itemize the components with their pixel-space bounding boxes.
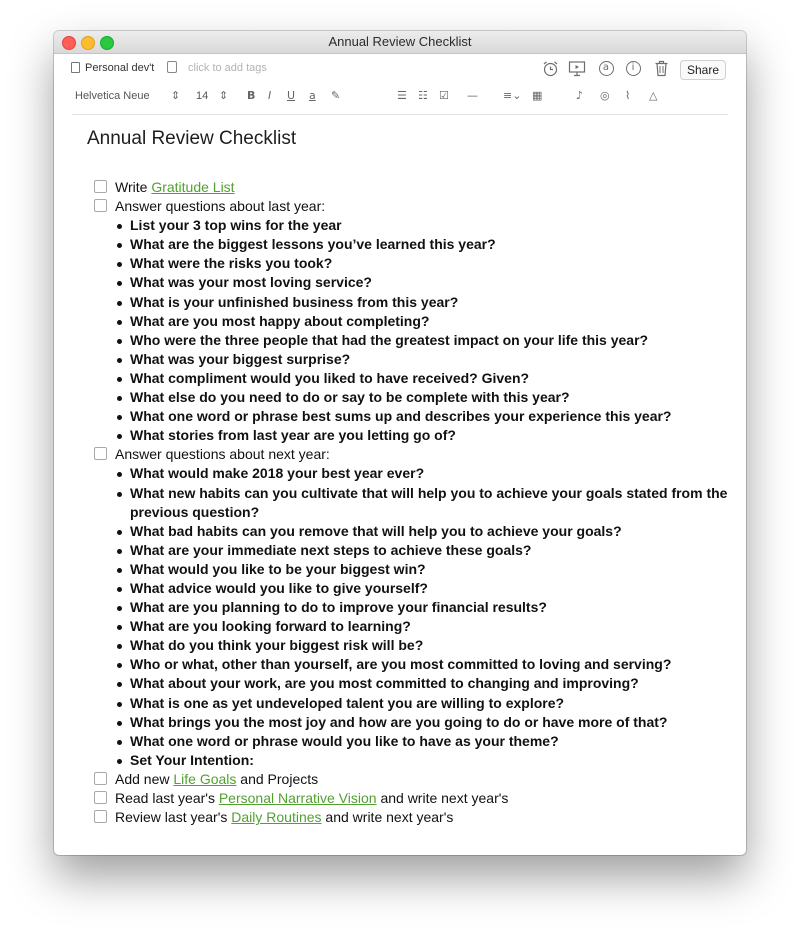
question-bullet: What are the biggest lessons you’ve learned this year? [92,235,736,254]
question-bullet: What were the risks you took? [92,254,736,273]
question-bullet: What was your most loving service? [92,273,736,292]
question-bullet: What do you think your biggest risk will be? [92,636,736,655]
question-bullet: What brings you the most joy and how are you going to do or have more of that? [92,713,736,732]
question-bullet: What one word or phrase would you like to have as your theme? [92,732,736,751]
formatting-toolbar [54,84,746,112]
share-button[interactable]: Share [680,60,726,80]
item-text: Add new [115,770,174,787]
notebook-icon [71,62,80,73]
question-bullet: What would make 2018 your best year ever? [92,464,736,483]
question-bullet: Set Your Intention: [92,751,736,770]
note-meta-bar [54,54,746,84]
italic-button[interactable]: I [268,89,272,102]
next-year-questions [92,464,736,770]
font-family-select[interactable]: Helvetica Neue [75,90,150,102]
present-button[interactable] [567,58,587,78]
checklist-item-next-year [92,445,736,464]
record-audio-button[interactable]: ♪ [576,89,584,102]
checkbox[interactable] [94,447,107,460]
numbered-list-button[interactable]: ☷ [418,89,428,102]
table-button[interactable]: ▦ [532,89,543,102]
question-bullet: What one word or phrase best sums up and describes your experience this year? [92,407,736,426]
question-bullet: What stories from last year are you letting go of? [92,426,736,445]
last-year-questions [92,216,736,445]
daily-routines-link[interactable]: Daily Routines [231,809,322,826]
item-text: Answer questions about next year: [115,446,330,463]
item-text: Review last year's [115,809,232,826]
question-bullet: What are your immediate next steps to achieve these goals? [92,541,736,560]
question-bullet: What about your work, are you most committed to changing and improving? [92,674,736,693]
question-bullet: What would you like to be your biggest win? [92,560,736,579]
bold-button[interactable]: B [247,89,256,102]
question-bullet: Who or what, other than yourself, are you most committed to loving and serving? [92,655,736,674]
info-icon: i [626,61,641,76]
underline-button[interactable]: U [287,89,296,102]
note-window [54,31,746,855]
question-bullet: What bad habits can you remove that will help you to achieve your goals? [92,522,736,541]
gratitude-list-link[interactable]: Gratitude List [151,179,235,195]
alignment-button[interactable]: ≡⌄ [503,89,522,102]
drive-button[interactable]: △ [649,89,658,102]
checkbox[interactable] [94,180,107,193]
highlight-button[interactable]: ✎ [331,89,341,102]
item-text: Read last year's [115,790,219,806]
question-bullet: What advice would you like to give yourself? [92,579,736,598]
checkbox[interactable] [94,810,107,823]
question-bullet: What else do you need to do or say to be complete with this year? [92,388,736,407]
item-text: and write next year's [376,790,509,806]
checklist [92,178,736,827]
trash-icon [654,60,669,77]
title-bar [54,31,746,54]
delete-note-button[interactable] [651,58,671,78]
checklist-button[interactable]: ☑ [439,89,449,102]
font-family-chevron-icon: ⇕ [171,89,181,102]
question-bullet: What are you looking forward to learning? [92,617,736,636]
question-bullet: What is your unfinished business from this year? [92,293,736,312]
reminder-button[interactable] [540,58,560,78]
item-text: and Projects [236,770,319,787]
question-bullet: What are you most happy about completing? [92,312,736,331]
checkbox[interactable] [94,791,107,804]
checklist-item-routines [92,808,736,827]
bulleted-list-button[interactable]: ☰ [397,89,407,102]
question-bullet: What is one as yet undeveloped talent you are willing to explore? [92,694,736,713]
checklist-item-life-goals [92,770,736,789]
checkbox[interactable] [94,772,107,785]
checkbox[interactable] [94,199,107,212]
life-goals-link[interactable]: Life Goals [173,770,237,787]
item-text: Answer questions about last year: [115,198,326,215]
item-text: Write [115,179,152,195]
text-color-button[interactable]: a [309,89,316,102]
tag-icon [167,61,177,73]
share-with-button[interactable] [596,58,616,78]
question-bullet: What are you planning to do to improve your financial results? [92,598,736,617]
presentation-icon [568,60,586,77]
font-size-chevron-icon: ⇕ [219,89,229,102]
question-bullet: List your 3 top wins for the year [92,216,736,235]
at-sign-icon: a [599,61,614,76]
question-bullet: What new habits can you cultivate that will help you to achieve your goals stated from the previous question? [92,484,736,522]
note-info-button[interactable] [623,58,643,78]
checklist-item-narrative [92,789,736,808]
attachment-button[interactable]: ⌇ [625,89,631,102]
checklist-item-gratitude [92,178,736,197]
window-title: Annual Review Checklist [328,34,472,49]
notebook-selector[interactable]: Personal dev't [85,62,155,74]
note-body[interactable] [54,115,746,855]
font-size-select[interactable]: 14 [196,90,209,102]
checklist-item-last-year [92,197,736,216]
note-title[interactable]: Annual Review Checklist [87,128,297,149]
alarm-clock-icon [542,60,559,77]
horizontal-rule-button[interactable]: — [467,89,478,102]
question-bullet: What was your biggest surprise? [92,350,736,369]
question-bullet: What compliment would you liked to have received? Given? [92,369,736,388]
sketch-button[interactable]: ◎ [600,89,610,102]
personal-narrative-vision-link[interactable]: Personal Narrative Vision [218,790,377,806]
tags-input[interactable]: click to add tags [188,62,267,74]
question-bullet: Who were the three people that had the greatest impact on your life this year? [92,331,736,350]
item-text: and write next year's [321,809,454,826]
